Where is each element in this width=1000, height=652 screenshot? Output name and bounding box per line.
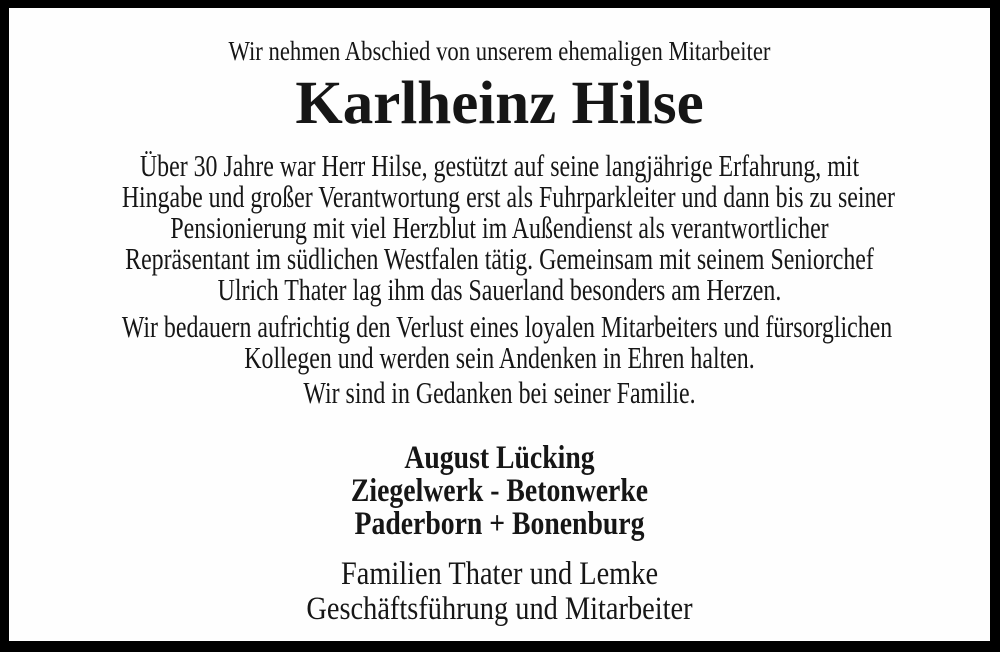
- text-line: Hingabe und großer Verantwortung erst als Fuhrparkleiter und dann bis zu seiner: [121, 179, 895, 214]
- text-line: Ulrich Thater lag ihm das Sauerland besonders am Herzen.: [217, 272, 782, 307]
- regret-paragraph: [121, 309, 893, 375]
- deceased-name: Karlheinz Hilse: [295, 70, 704, 137]
- text-line: Kollegen und werden sein Andenken in Ehren halten.: [244, 340, 755, 375]
- text-line: August Lücking: [404, 440, 595, 476]
- closing-signature: [78, 557, 922, 627]
- text-line: Ziegelwerk - Betonwerke: [350, 473, 649, 509]
- obituary-notice-card: [9, 8, 990, 641]
- text-line: Repräsentant im südlichen Westfalen tätig. Gemeinsam mit seinem Seniorchef: [125, 241, 874, 276]
- text-line: Familien Thater und Lemke: [340, 556, 659, 592]
- text-line: Über 30 Jahre war Herr Hilse, gestützt auf seine langjährige Erfahrung, mit: [139, 148, 860, 183]
- condolence-line: Wir sind in Gedanken bei seiner Familie.: [303, 375, 696, 410]
- text-line: Wir bedauern aufrichtig den Verlust eines loyalen Mitarbeiters und fürsorglichen: [121, 309, 893, 344]
- text-line: Geschäftsführung und Mitarbeiter: [306, 591, 693, 627]
- intro-line: Wir nehmen Abschied von unserem ehemaligen Mitarbeiter: [228, 36, 771, 66]
- text-line: Paderborn + Bonenburg: [354, 506, 645, 542]
- tribute-paragraph: [121, 148, 895, 307]
- text-line: Pensionierung mit viel Herzblut im Außendienst als verantwortlicher: [170, 210, 829, 245]
- company-signature: [87, 442, 911, 541]
